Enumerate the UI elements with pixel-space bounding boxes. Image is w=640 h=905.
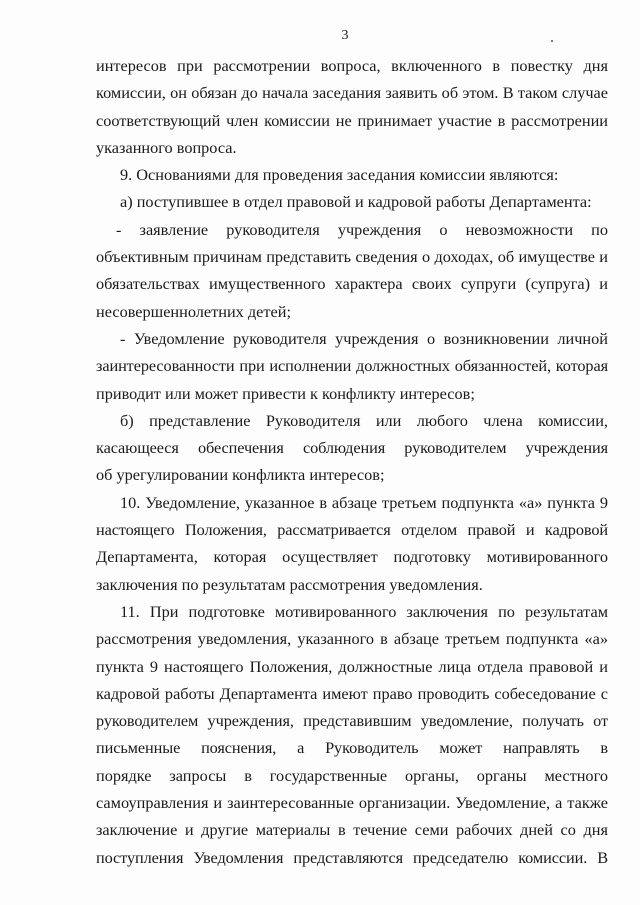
- text-line: объективным причинам представить сведения о доходах, об имуществе и: [96, 247, 608, 267]
- text-line: Департамента, которая осуществляет подготовку мотивированного: [96, 547, 608, 567]
- page-number: 3: [341, 28, 349, 43]
- text-line: касающееся обеспечения соблюдения руководителем учреждения: [96, 438, 608, 458]
- text-line: - Уведомление руководителя учреждения о возникновении личной: [120, 328, 608, 348]
- text-line: указанного вопроса.: [96, 137, 237, 157]
- text-line: - заявление руководителя учреждения о невозможности по: [116, 219, 608, 239]
- text-line: 9. Основаниями для проведения заседания комиссии являются:: [120, 165, 559, 185]
- text-line: настоящего Положения, рассматривается отделом правой и кадровой: [96, 520, 608, 540]
- text-line: 10. Уведомление, указанное в абзаце третьем подпункта «а» пункта 9: [120, 492, 608, 512]
- text-line: руководителем учреждения, представившим уведомление, получать от: [96, 711, 608, 731]
- text-line: рассмотрения уведомления, указанного в абзаце третьем подпункта «а»: [96, 629, 608, 649]
- text-line: 11. При подготовке мотивированного заключения по результатам: [120, 601, 608, 621]
- text-line: самоуправления и заинтересованные организации. Уведомление, а также: [96, 793, 608, 813]
- text-line: интересов при рассмотрении вопроса, включенного в повестку дня: [96, 56, 608, 75]
- text-line: б) представление Руководителя или любого члена комиссии,: [120, 410, 608, 430]
- text-line: заинтересованности при исполнении должностных обязанностей, которая: [96, 356, 608, 376]
- text-line: обязательствах имущественного характера своих супруги (супруга) и: [96, 274, 608, 294]
- text-line: порядке запросы в государственные органы, органы местного: [96, 765, 608, 785]
- text-line: а) поступившее в отдел правовой и кадровой работы Департамента:: [120, 192, 592, 212]
- text-line: пункта 9 настоящего Положения, должностные лица отдела правовой и: [96, 656, 608, 676]
- text-line: поступления Уведомления представляются председателю комиссии. В: [96, 847, 608, 867]
- text-line: заключение и другие материалы в течение семи рабочих дней со дня: [96, 820, 608, 840]
- document-body: [96, 52, 608, 871]
- text-line: письменные пояснения, а Руководитель может направлять в: [96, 738, 608, 758]
- text-line: кадровой работы Департамента имеют право проводить собеседование с: [96, 683, 608, 703]
- text-line: об урегулировании конфликта интересов;: [96, 465, 385, 485]
- scan-speck: [551, 40, 553, 42]
- text-line: соответствующий член комиссии не принимает участие в рассмотрении: [96, 110, 608, 130]
- text-line: комиссии, он обязан до начала заседания заявить об этом. В таком случае: [96, 83, 608, 103]
- text-line: несовершеннолетних детей;: [96, 301, 291, 321]
- text-line: заключения по результатам рассмотрения уведомления.: [96, 574, 483, 594]
- text-line: приводит или может привести к конфликту интересов;: [96, 383, 475, 403]
